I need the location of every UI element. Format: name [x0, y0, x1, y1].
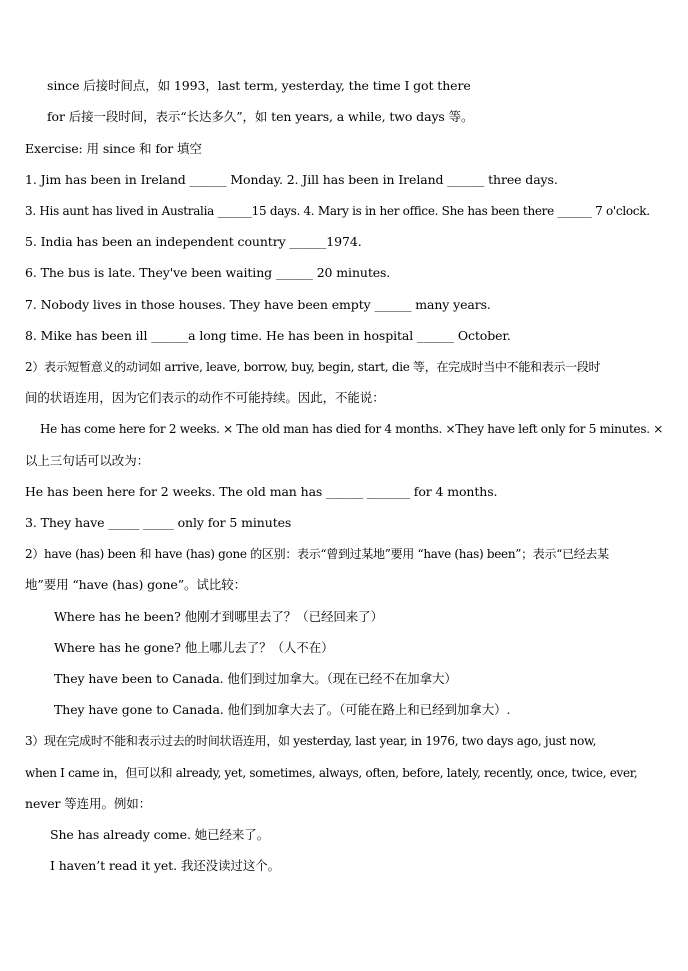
- for-usage-line: for 后接一段时间，表示“长达多久”，如 ten years, a while, two days 等。: [47, 109, 474, 124]
- exercise-item-6: 6. The bus is late. They've been waiting ______ 20 minutes.: [25, 265, 391, 280]
- exercise-item-3-4: 3. His aunt has lived in Australia ______15 days. 4. Mary is in her office. She has been there ______ 7 o'clock.: [25, 204, 650, 218]
- exercise-item-7: 7. Nobody lives in those houses. They have been empty ______ many years.: [25, 297, 491, 312]
- since-usage-line: since 后接时间点，如 1993，last term, yesterday, the time I got there: [47, 78, 471, 93]
- rule-2-line-2: 间的状语连用，因为它们表示的动作不可能持续。因此，不能说：: [25, 390, 385, 405]
- rewrite-line-2: 3. They have _____ _____ only for 5 minutes: [25, 515, 292, 530]
- wrong-examples-line: He has come here for 2 weeks. × The old man has died for 4 months. ×They have left only for 5 minutes. ×: [40, 422, 663, 436]
- rule-3-line-3: never 等连用。例如：: [25, 796, 152, 811]
- example-gone-to-canada: They have gone to Canada. 他们到加拿大去了。（可能在路上和已经到加拿大）.: [54, 702, 511, 717]
- exercise-item-5: 5. India has been an independent country ______1974.: [25, 234, 362, 249]
- rewrite-intro: 以上三句话可以改为：: [25, 453, 150, 468]
- example-gone: Where has he gone? 他上哪儿去了？（人不在）: [54, 640, 334, 655]
- example-already: She has already come. 她已经来了。: [50, 827, 270, 842]
- example-yet: I haven’t read it yet. 我还没读过这个。: [50, 858, 281, 873]
- rule-3-line-2: when I came in，但可以和 already, yet, sometimes, always, often, before, lately, recently, once, twice, ever,: [25, 766, 638, 780]
- exercise-item-1-2: 1. Jim has been in Ireland ______ Monday. 2. Jill has been in Ireland ______ three days.: [25, 172, 558, 187]
- rewrite-line-1: He has been here for 2 weeks. The old man has ______ _______ for 4 months.: [25, 484, 498, 499]
- been-gone-line-2: 地”要用 “have (has) gone”。试比较：: [25, 577, 247, 592]
- been-gone-line-1: 2）have (has) been 和 have (has) gone 的区别：表示“曾到过某地”要用 “have (has) been”；表示“已经去某: [25, 547, 609, 561]
- rule-3-line-1: 3）现在完成时不能和表示过去的时间状语连用，如 yesterday, last year, in 1976, two days ago, just now,: [25, 734, 597, 748]
- exercise-item-8: 8. Mike has been ill ______a long time. He has been in hospital ______ October.: [25, 328, 511, 343]
- example-been: Where has he been? 他刚才到哪里去了？（已经回来了）: [54, 609, 383, 624]
- rule-2-line-1: 2）表示短暂意义的动词如 arrive, leave, borrow, buy, begin, start, die 等，在完成时当中不能和表示一段时: [25, 360, 601, 374]
- example-been-to-canada: They have been to Canada. 他们到过加拿大。（现在已经不在加拿大）: [54, 671, 457, 686]
- exercise-heading: Exercise: 用 since 和 for 填空: [25, 141, 202, 156]
